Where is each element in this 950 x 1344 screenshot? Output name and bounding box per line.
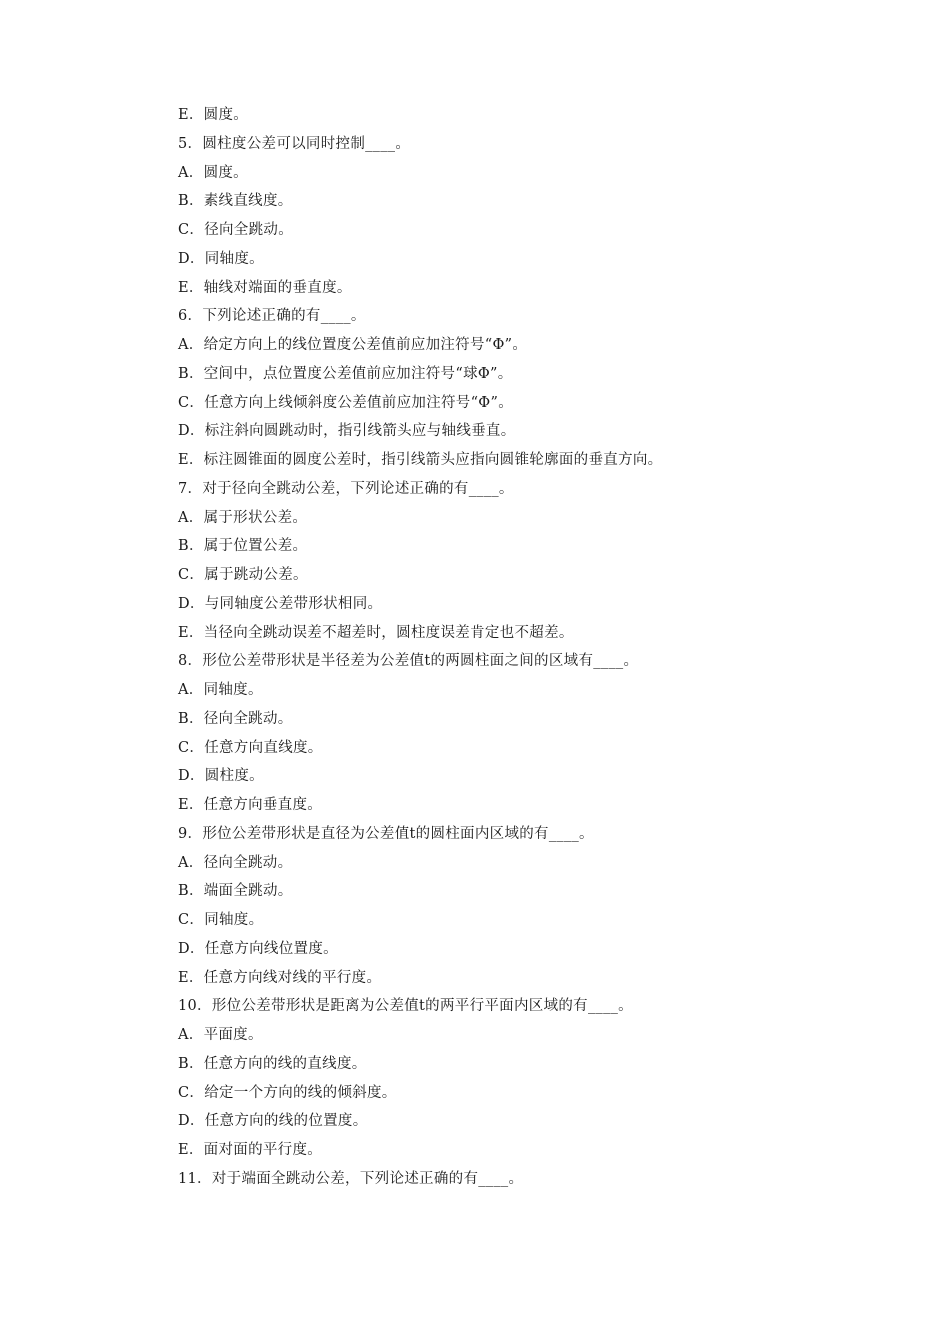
option-line: D．标注斜向圆跳动时，指引线箭头应与轴线垂直。: [178, 423, 516, 440]
question-list: [178, 101, 878, 1194]
question-7: 7．对于径向全跳动公差，下列论述正确的有____。: [178, 480, 514, 497]
option-line: E．标注圆锥面的圆度公差时，指引线箭头应指向圆锥轮廓面的垂直方向。: [178, 452, 663, 468]
question-9: 9．形位公差带形状是直径为公差值t的圆柱面内区域的有____。: [178, 825, 594, 842]
option-line: C．属于跳动公差。: [178, 567, 308, 583]
question-6: 6．下列论述正确的有____。: [178, 308, 366, 325]
option-line: C．任意方向直线度。: [178, 739, 323, 756]
option-line: D．同轴度。: [178, 250, 264, 267]
option-line: B．属于位置公差。: [178, 538, 308, 555]
option-line: C．任意方向上线倾斜度公差值前应加注符号“Φ”。: [178, 394, 514, 411]
option-line: B．端面全跳动。: [178, 883, 293, 900]
question-11: 11．对于端面全跳动公差，下列论述正确的有____。: [178, 1170, 524, 1187]
option-line: A．给定方向上的线位置度公差值前应加注符号“Φ”。: [178, 337, 528, 353]
question-5: 5．圆柱度公差可以同时控制____。: [178, 135, 411, 152]
option-line: B．素线直线度。: [178, 193, 293, 210]
question-8: 8．形位公差带形状是半径差为公差值t的两圆柱面之间的区域有____。: [178, 653, 639, 670]
option-line: B．径向全跳动。: [178, 710, 293, 727]
option-line: B．任意方向的线的直线度。: [178, 1055, 367, 1072]
option-line: A．圆度。: [178, 164, 248, 181]
option-line: A．属于形状公差。: [178, 509, 308, 526]
option-line: E．任意方向线对线的平行度。: [178, 969, 382, 986]
question-10: 10．形位公差带形状是距离为公差值t的两平行平面内区域的有____。: [178, 998, 633, 1015]
option-line: C．径向全跳动。: [178, 222, 293, 238]
option-line: E．面对面的平行度。: [178, 1142, 323, 1158]
option-line: D．与同轴度公差带形状相同。: [178, 595, 383, 612]
option-line: D．任意方向的线的位置度。: [178, 1113, 368, 1130]
option-line: A．径向全跳动。: [178, 854, 293, 871]
option-line: D．任意方向线位置度。: [178, 940, 338, 957]
option-line: D．圆柱度。: [178, 768, 264, 785]
option-line: A．平面度。: [178, 1027, 263, 1043]
option-line: A．同轴度。: [178, 682, 263, 698]
text-line: E．圆度。: [178, 107, 249, 123]
option-line: E．轴线对端面的垂直度。: [178, 279, 352, 296]
option-line: B．空间中，点位置度公差值前应加注符号“球Φ”。: [178, 365, 513, 382]
option-line: E．当径向全跳动误差不超差时，圆柱度误差肯定也不超差。: [178, 624, 574, 641]
option-line: E．任意方向垂直度。: [178, 797, 323, 813]
option-line: C．给定一个方向的线的倾斜度。: [178, 1084, 397, 1101]
option-line: C．同轴度。: [178, 912, 264, 928]
